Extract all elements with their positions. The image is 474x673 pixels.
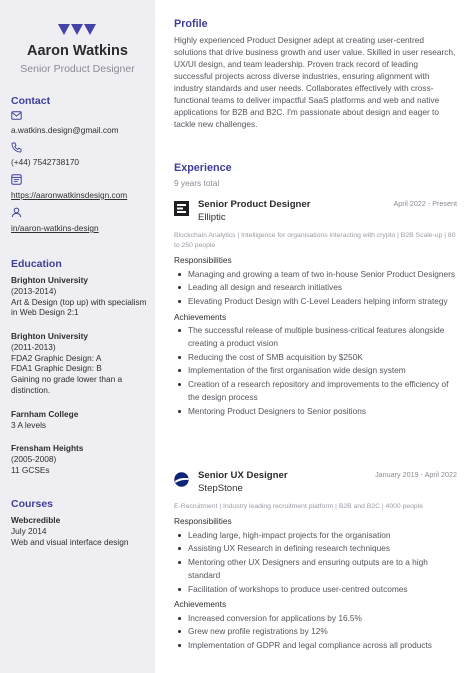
phone-number: (+44) 7542738170 (11, 157, 80, 167)
job-description: Blockchain Analytics | Intelligence for organisations interacting with crypto | B2B Scale-up | 80 to 250 people (174, 232, 456, 249)
list-item: Increased conversion for applications by 16.5% (174, 612, 457, 624)
experience-years: 9 years total (174, 178, 220, 188)
phone-icon (11, 142, 22, 153)
list-item: Assisting UX Research in defining research techniques (174, 542, 457, 554)
list-item: The successful release of multiple business-critical features alongside creating a product vision (174, 324, 457, 349)
sidebar (0, 0, 155, 673)
user-icon (11, 207, 22, 218)
job-entry-elliptic (174, 199, 457, 417)
list-item: Implementation of GDPR and legal compliance across all products (174, 639, 457, 651)
job-header (174, 470, 457, 498)
website-link[interactable]: https://aaronwatkinsdesign.com (11, 190, 128, 200)
list-item: Reducing the cost of SMB acquisition by $250K (174, 351, 457, 363)
list-item: Mentoring other UX Designers and ensuring outputs are to a high standard (174, 556, 457, 581)
education-item (11, 331, 149, 396)
education-detail: Art & Design (top up) with specialism in Web Design 2:1 (11, 296, 147, 318)
job-description: E-Recruitment | Industry leading recruitment platform | B2B and B2C | 4000 people (174, 503, 423, 510)
responsibilities-label: Responsibilities (174, 255, 232, 265)
education-detail: (2005-2008) (11, 453, 57, 464)
list-item: Leading all design and research initiatives (174, 281, 457, 293)
responsibilities-label: Responsibilities (174, 516, 232, 526)
profile-heading: Profile (174, 18, 208, 30)
courses-heading: Courses (11, 498, 54, 510)
job-company: Elliptic (198, 212, 226, 223)
achievements-label: Achievements (174, 311, 227, 322)
list-item: Elevating Product Design with C-Level Leaders helping inform strategy (174, 295, 457, 307)
job-date: January 2019 - April 2022 (375, 470, 457, 479)
list-item: Facilitation of workshops to produce user-centred outcomes (174, 583, 457, 595)
job-header (174, 199, 457, 227)
school-name: Farnham College (11, 409, 79, 419)
course-detail: July 2014 (11, 525, 47, 536)
education-detail: (2013-2014) (11, 285, 57, 296)
achievements-list (174, 324, 457, 417)
job-title: Senior UX Designer (198, 470, 288, 481)
job-company: StepStone (198, 483, 243, 494)
education-item (11, 275, 149, 318)
school-name: Frensham Heights (11, 443, 84, 453)
list-item: Implementation of the first organisation wide design system (174, 364, 457, 376)
education-detail: FDA2 Graphic Design: A (11, 352, 102, 363)
achievements-label: Achievements (174, 599, 227, 610)
education-detail: 11 GCSEs (11, 464, 50, 475)
email-link[interactable]: a.watkins.design@gmail.com (11, 125, 119, 135)
mail-icon (11, 110, 22, 121)
education-detail: (2011-2013) (11, 341, 56, 352)
achievements-list (174, 612, 457, 652)
profile-summary: Highly experienced Product Designer adept at creating user-centred solutions that drive business growth and user value. Skilled in user research, UX/UI design, and team leadership. Proven track record of leading successful projects across diverse industries, ensuring alignment with industry standards and user needs. Collaborates effectively with cross-functional teams to deliver impactful SaaS platforms and web and native applications for B2B and B2C. I'm passionate about design and eager to tackle new challenges. (174, 35, 456, 129)
job-title: Senior Product Designer (198, 199, 311, 210)
course-detail: Web and visual interface design (11, 536, 129, 547)
candidate-role: Senior Product Designer (20, 63, 135, 75)
education-item (11, 443, 149, 475)
education-detail: Gaining no grade lower than a distinction. (11, 374, 123, 395)
job-entry-stepstone (174, 470, 457, 652)
experience-heading: Experience (174, 162, 232, 174)
education-heading: Education (11, 258, 62, 270)
list-item: Leading large, high-impact projects for the organisation (174, 529, 457, 541)
contact-heading: Contact (11, 95, 51, 107)
responsibilities-list (174, 268, 457, 308)
school-name: Brighton University (11, 331, 88, 341)
linkedin-link[interactable]: in/aaron-watkins-design (11, 223, 99, 233)
stepstone-logo-icon (174, 472, 189, 487)
elliptic-logo-icon (174, 201, 189, 216)
chevrons-logo-icon (58, 24, 96, 35)
course-item (11, 515, 149, 547)
list-item: Mentoring Product Designers to Senior positions (174, 405, 457, 417)
list-item: Managing and growing a team of two in-house Senior Product Designers (174, 268, 457, 280)
responsibilities-list (174, 529, 457, 596)
candidate-name: Aaron Watkins (27, 43, 128, 59)
browser-icon (11, 174, 22, 185)
education-detail: 3 A levels (11, 419, 47, 430)
course-provider: Webcredible (11, 515, 61, 525)
job-date: April 2022 - Present (393, 199, 457, 208)
education-detail: FDA1 Graphic Design: B (11, 363, 102, 374)
education-item (11, 409, 149, 431)
list-item: Grew new profile registrations by 12% (174, 625, 457, 637)
school-name: Brighton University (11, 275, 88, 285)
list-item: Creation of a research repository and improvements to the efficiency of the design process (174, 378, 457, 403)
